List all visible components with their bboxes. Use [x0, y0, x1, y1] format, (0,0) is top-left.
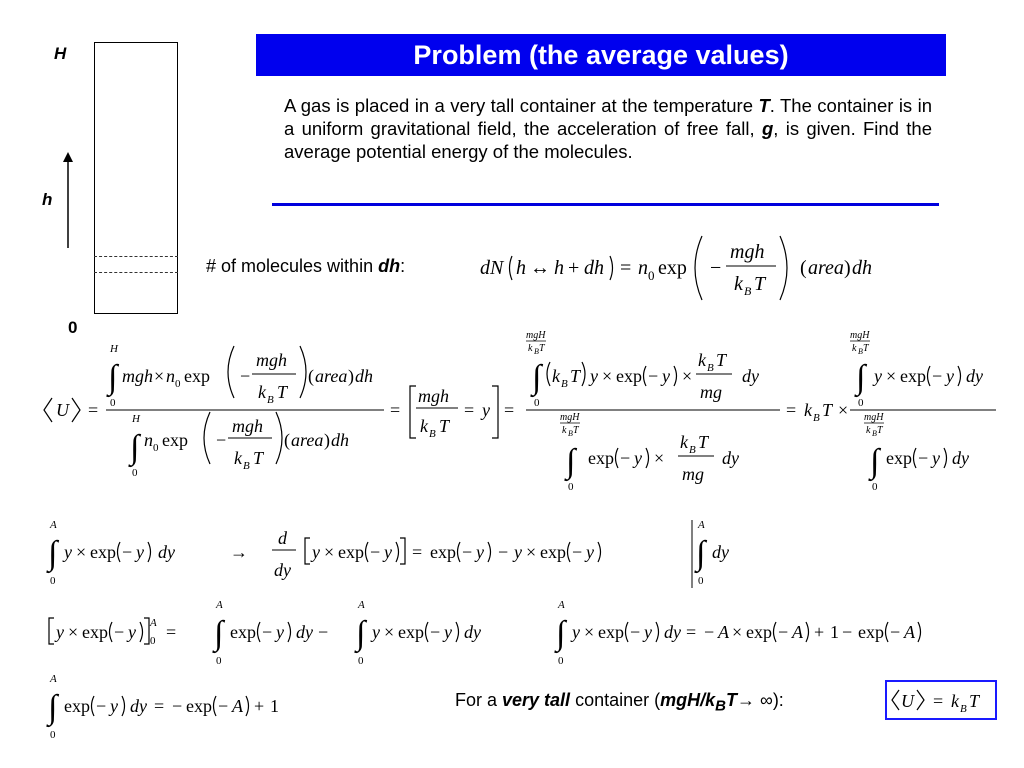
svg-text:=: =: [933, 691, 944, 711]
svg-text:(: (: [308, 366, 314, 386]
svg-text:∫: ∫: [214, 615, 224, 652]
svg-text:k: k: [852, 343, 857, 354]
svg-text:×: ×: [526, 542, 537, 562]
svg-text:dh: dh: [355, 366, 373, 386]
svg-text:0: 0: [534, 397, 540, 409]
svg-text:exp: exp: [588, 448, 614, 468]
svg-text:=: =: [504, 400, 515, 420]
svg-text:−: −: [778, 622, 789, 642]
svg-text:0: 0: [358, 655, 364, 667]
svg-text:dh: dh: [584, 257, 604, 279]
svg-text:=: =: [154, 696, 165, 716]
svg-text:h: h: [554, 257, 564, 279]
svg-text:+: +: [814, 622, 825, 642]
svg-text:H: H: [110, 343, 118, 355]
svg-text:exp: exp: [230, 622, 256, 642]
molecules-label-colon: :: [400, 256, 406, 276]
svg-text:y: y: [56, 622, 64, 642]
svg-text:−: −: [216, 430, 227, 450]
svg-text:A: A: [698, 519, 705, 531]
svg-text:−: −: [262, 622, 273, 642]
svg-text:B: B: [744, 284, 752, 298]
svg-text:−: −: [918, 448, 929, 468]
svg-text:exp: exp: [900, 366, 926, 386]
svg-text:A: A: [358, 599, 365, 611]
svg-text:n: n: [166, 366, 175, 386]
svg-text:exp: exp: [184, 366, 210, 386]
problem-text-2: . The container is in a uniform gravitational field, the acceleration of free fall,: [284, 95, 933, 139]
svg-text:0: 0: [153, 442, 159, 454]
svg-text:k: k: [698, 350, 706, 370]
svg-text:y: y: [662, 366, 670, 386]
svg-text:∫: ∫: [356, 615, 366, 652]
svg-text:mgh: mgh: [232, 416, 263, 436]
svg-text:A: A: [904, 622, 915, 642]
svg-text:dh: dh: [331, 430, 349, 450]
svg-text:×: ×: [682, 366, 693, 386]
equation-parts-result: [40, 598, 1010, 670]
svg-text:U: U: [56, 400, 69, 420]
svg-text:y: y: [932, 448, 940, 468]
svg-text:T: T: [570, 366, 581, 386]
svg-text:−: −: [572, 542, 583, 562]
svg-text:×: ×: [68, 622, 79, 642]
tall-emph: very tall: [502, 690, 571, 710]
svg-text:T: T: [439, 416, 450, 436]
svg-text:0: 0: [216, 655, 222, 667]
svg-text:area: area: [808, 257, 844, 279]
svg-text:=: =: [166, 622, 177, 642]
svg-text:∫: ∫: [870, 443, 880, 480]
slide-title: Problem (the average values): [256, 34, 946, 76]
svg-text:0: 0: [175, 378, 181, 390]
problem-statement: [284, 94, 932, 163]
svg-text:exp: exp: [616, 366, 642, 386]
svg-text:exp: exp: [338, 542, 364, 562]
svg-text:y: y: [110, 696, 118, 716]
svg-text:dy: dy: [274, 560, 291, 580]
svg-text:k: k: [420, 416, 428, 436]
svg-text:∫: ∫: [48, 689, 58, 726]
svg-text:y: y: [312, 542, 320, 562]
svg-text:k: k: [866, 425, 871, 436]
svg-text:×: ×: [584, 622, 595, 642]
svg-text:y: y: [128, 622, 136, 642]
svg-text:y: y: [572, 622, 580, 642]
svg-text:×: ×: [886, 366, 897, 386]
svg-text:×: ×: [732, 622, 743, 642]
svg-text:=: =: [686, 622, 697, 642]
svg-text:exp: exp: [430, 542, 456, 562]
svg-text:dy: dy: [722, 448, 739, 468]
svg-text:): ): [844, 257, 851, 279]
molecules-label-text: # of molecules within: [206, 256, 379, 276]
svg-text:B: B: [568, 429, 573, 438]
svg-text:y: y: [372, 622, 380, 642]
svg-text:−: −: [318, 622, 329, 642]
svg-text:×: ×: [602, 366, 613, 386]
svg-text:0: 0: [50, 575, 56, 587]
svg-text:k: k: [804, 400, 812, 420]
svg-text:A: A: [718, 622, 729, 642]
svg-text:k: k: [234, 448, 242, 468]
height-arrow-icon: [60, 150, 76, 250]
svg-text:A: A: [232, 696, 243, 716]
svg-text:0: 0: [698, 575, 704, 587]
svg-text:n: n: [638, 257, 648, 279]
gas-container: [94, 42, 178, 314]
svg-text:mgh: mgh: [730, 241, 765, 263]
svg-text:T: T: [277, 382, 288, 402]
svg-text:B: B: [534, 347, 539, 356]
svg-text:k: k: [258, 382, 266, 402]
svg-text:mgh: mgh: [418, 386, 449, 406]
equation-average-U: [20, 326, 1020, 496]
svg-text:0: 0: [872, 481, 878, 493]
svg-text:k: k: [528, 343, 533, 354]
svg-text:↔: ↔: [530, 257, 550, 279]
svg-text:−: −: [240, 366, 251, 386]
svg-text:−: −: [620, 448, 631, 468]
svg-text:×: ×: [76, 542, 87, 562]
svg-text:−: −: [114, 622, 125, 642]
svg-text:−: −: [630, 622, 641, 642]
svg-text:B: B: [689, 444, 696, 456]
svg-text:area: area: [315, 366, 348, 386]
tall-suffix: ):: [772, 690, 784, 710]
svg-text:exp: exp: [746, 622, 772, 642]
svg-text:0: 0: [648, 268, 655, 283]
svg-text:A: A: [150, 617, 157, 629]
svg-text:exp: exp: [858, 622, 884, 642]
svg-text:A: A: [216, 599, 223, 611]
svg-text:→: →: [230, 542, 248, 562]
svg-text:h: h: [516, 257, 526, 279]
svg-text:×: ×: [154, 366, 165, 386]
svg-text:∫: ∫: [108, 359, 118, 396]
svg-text:−: −: [648, 366, 659, 386]
tall-cond: mgH/k: [660, 690, 716, 710]
svg-text:mgH: mgH: [560, 412, 580, 423]
problem-T: T: [758, 95, 770, 116]
svg-text:area: area: [291, 430, 324, 450]
svg-text:k: k: [562, 425, 567, 436]
svg-text:mgH: mgH: [526, 330, 546, 341]
svg-text:y: y: [634, 448, 642, 468]
svg-text:1: 1: [270, 696, 279, 716]
svg-text:H: H: [132, 413, 140, 425]
svg-text:∫: ∫: [48, 535, 58, 572]
svg-text:A: A: [50, 673, 57, 685]
svg-text:y: y: [476, 542, 484, 562]
svg-text:k: k: [680, 432, 688, 452]
svg-text:×: ×: [654, 448, 665, 468]
svg-text:exp: exp: [90, 542, 116, 562]
svg-text:+: +: [568, 257, 580, 279]
svg-text:mgH: mgH: [864, 412, 884, 423]
svg-text:B: B: [858, 347, 863, 356]
svg-text:∫: ∫: [532, 359, 542, 396]
svg-text:exp: exp: [658, 257, 687, 279]
svg-text:exp: exp: [886, 448, 912, 468]
svg-text:U: U: [901, 691, 914, 711]
svg-text:y: y: [64, 542, 72, 562]
svg-text:dy: dy: [712, 542, 729, 562]
svg-text:−: −: [890, 622, 901, 642]
svg-text:dh: dh: [852, 257, 872, 279]
svg-text:T: T: [754, 273, 766, 295]
svg-text:0: 0: [132, 467, 138, 479]
svg-text:y: y: [644, 622, 652, 642]
svg-text:+: +: [254, 696, 265, 716]
svg-text:=: =: [464, 400, 475, 420]
equation-parts-derivative: [40, 518, 760, 590]
svg-text:T: T: [863, 343, 869, 354]
svg-text:y: y: [444, 622, 452, 642]
svg-text:dy: dy: [952, 448, 969, 468]
problem-g: g: [761, 118, 774, 139]
svg-text:−: −: [710, 257, 722, 279]
problem-text-3: , is given. Find the average potential energy of the molecules.: [284, 118, 932, 162]
svg-text:dy: dy: [966, 366, 983, 386]
svg-text:∫: ∫: [696, 535, 706, 572]
svg-text:exp: exp: [398, 622, 424, 642]
svg-text:B: B: [243, 460, 250, 472]
svg-text:B: B: [813, 412, 820, 424]
molecules-label: [206, 256, 405, 277]
svg-text:−: −: [498, 542, 509, 562]
svg-text:exp: exp: [64, 696, 90, 716]
svg-text:B: B: [267, 394, 274, 406]
svg-text:=: =: [88, 400, 99, 420]
svg-text:−: −: [370, 542, 381, 562]
svg-text:T: T: [877, 425, 883, 436]
svg-text:−: −: [172, 696, 183, 716]
svg-text:=: =: [390, 400, 401, 420]
svg-text:A: A: [558, 599, 565, 611]
svg-text:mgh: mgh: [122, 366, 153, 386]
svg-text:×: ×: [384, 622, 395, 642]
svg-text:n: n: [144, 430, 153, 450]
svg-text:B: B: [429, 428, 436, 440]
svg-text:mg: mg: [700, 382, 722, 402]
svg-text:0: 0: [50, 729, 56, 741]
molecules-label-dh: dh: [378, 256, 401, 276]
svg-text:B: B: [960, 703, 967, 715]
svg-text:∫: ∫: [856, 359, 866, 396]
svg-text:(: (: [800, 257, 807, 279]
svg-text:dy: dy: [158, 542, 175, 562]
svg-text:0: 0: [110, 397, 116, 409]
svg-text:0: 0: [558, 655, 564, 667]
very-tall-condition: [455, 690, 784, 715]
svg-text:dy: dy: [464, 622, 481, 642]
svg-text:y: y: [384, 542, 392, 562]
svg-text:y: y: [586, 542, 594, 562]
svg-text:−: −: [932, 366, 943, 386]
svg-text:y: y: [482, 400, 490, 420]
svg-text:=: =: [786, 400, 797, 420]
svg-text:T: T: [822, 400, 833, 420]
height-h-label: h: [42, 190, 53, 209]
svg-text:0: 0: [568, 481, 574, 493]
svg-text:T: T: [716, 350, 727, 370]
svg-text:(: (: [284, 430, 290, 450]
svg-text:−: −: [122, 542, 133, 562]
svg-text:y: y: [276, 622, 284, 642]
svg-text:k: k: [734, 273, 743, 295]
svg-text:A: A: [792, 622, 803, 642]
svg-text:−: −: [96, 696, 107, 716]
svg-text:A: A: [50, 519, 57, 531]
tall-mid: container (: [570, 690, 661, 710]
svg-text:0: 0: [150, 635, 156, 647]
svg-text:exp: exp: [598, 622, 624, 642]
svg-text:k: k: [552, 366, 560, 386]
answer-equation: [887, 682, 995, 718]
svg-text:dN: dN: [480, 257, 504, 279]
svg-text:T: T: [253, 448, 264, 468]
slab-bottom-dashed: [94, 272, 178, 273]
svg-text:−: −: [218, 696, 229, 716]
svg-text:−: −: [462, 542, 473, 562]
svg-text:dy: dy: [130, 696, 147, 716]
equation-exp-integral: [40, 672, 360, 744]
slab-top-dashed: [94, 256, 178, 257]
svg-text:dy: dy: [296, 622, 313, 642]
svg-text:y: y: [874, 366, 882, 386]
svg-text:T: T: [539, 343, 545, 354]
svg-text:−: −: [430, 622, 441, 642]
svg-text:): ): [348, 366, 354, 386]
svg-text:∫: ∫: [130, 429, 140, 466]
svg-text:k: k: [951, 691, 959, 711]
svg-text:−: −: [842, 622, 853, 642]
svg-text:B: B: [561, 378, 568, 390]
equation-dN: [478, 228, 908, 304]
svg-text:−: −: [704, 622, 715, 642]
svg-text:exp: exp: [186, 696, 212, 716]
svg-text:mgh: mgh: [256, 350, 287, 370]
svg-text:=: =: [620, 257, 632, 279]
height-H-label: H: [54, 44, 67, 63]
svg-text:B: B: [707, 362, 714, 374]
tall-prefix: For a: [455, 690, 503, 710]
svg-text:y: y: [590, 366, 598, 386]
svg-text:×: ×: [324, 542, 335, 562]
svg-text:exp: exp: [82, 622, 108, 642]
svg-text:T: T: [698, 432, 709, 452]
svg-text:y: y: [136, 542, 144, 562]
svg-text:1: 1: [830, 622, 839, 642]
svg-text:mg: mg: [682, 464, 704, 484]
divider-line: [272, 203, 939, 206]
svg-text:0: 0: [858, 397, 864, 409]
svg-text:T: T: [573, 425, 579, 436]
svg-text:B: B: [872, 429, 877, 438]
svg-text:×: ×: [838, 400, 849, 420]
tall-sub: B: [715, 697, 726, 715]
svg-text:exp: exp: [162, 430, 188, 450]
svg-text:d: d: [278, 528, 287, 548]
tall-T: T: [725, 690, 737, 710]
svg-text:exp: exp: [540, 542, 566, 562]
height-zero-label: 0: [68, 318, 78, 337]
svg-text:dy: dy: [664, 622, 681, 642]
svg-text:mgH: mgH: [850, 330, 870, 341]
tall-arrow: → ∞: [736, 690, 773, 710]
svg-text:dy: dy: [742, 366, 759, 386]
svg-text:y: y: [514, 542, 522, 562]
problem-text-1: A gas is placed in a very tall container at the temperature: [284, 95, 759, 116]
svg-text:T: T: [969, 691, 980, 711]
svg-text:): ): [324, 430, 330, 450]
svg-text:=: =: [412, 542, 423, 562]
svg-text:y: y: [946, 366, 954, 386]
svg-text:∫: ∫: [556, 615, 566, 652]
svg-text:∫: ∫: [566, 443, 576, 480]
